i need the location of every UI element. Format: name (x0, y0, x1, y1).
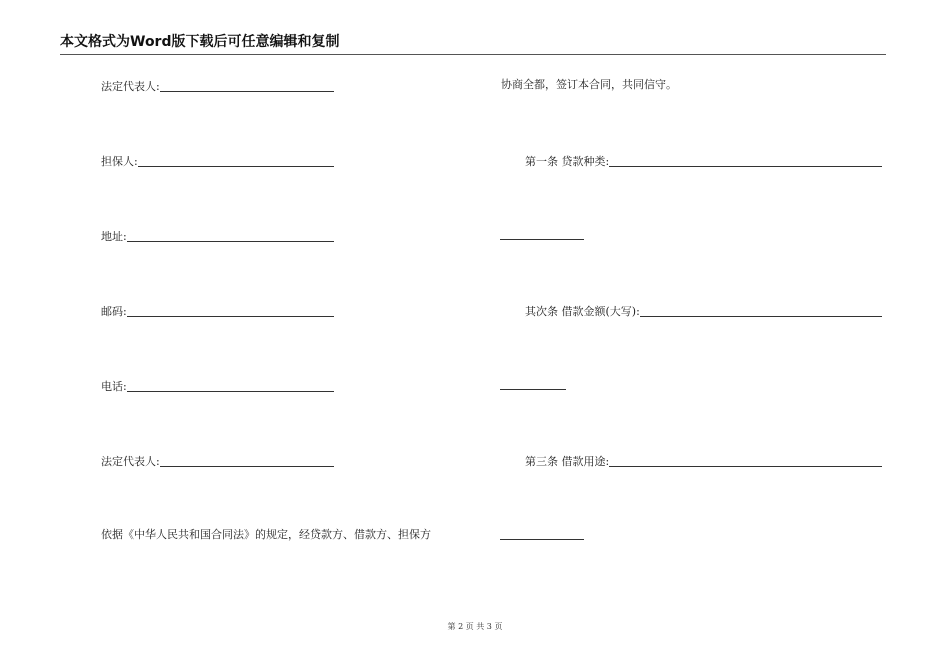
clause-loan-purpose-blank (609, 465, 882, 467)
clause-loan-purpose-label: 第三条 借款用途: (525, 455, 610, 468)
guarantor-legal-representative-field (101, 453, 334, 469)
page-number: 第 2 页 共 3 页 (447, 622, 503, 631)
clause-loan-type-blank (609, 165, 882, 167)
guarantor-label: 担保人: (101, 155, 138, 168)
guarantor-field (101, 153, 334, 169)
clause-loan-type-field (525, 153, 882, 169)
agreement-text: 协商全都，签订本合同，共同信守。 (501, 78, 677, 91)
phone-blank (127, 390, 334, 392)
postcode-field (101, 303, 334, 319)
clause-loan-purpose-continuation-blank (500, 538, 584, 540)
postcode-blank (127, 315, 334, 317)
guarantor-blank (138, 165, 334, 167)
guarantor-legal-representative-label: 法定代表人: (101, 455, 160, 468)
address-blank (127, 240, 334, 242)
legal-representative-field (101, 78, 334, 94)
clause-loan-amount-continuation-blank (500, 388, 566, 390)
header-title: 本文格式为Word版下载后可任意编辑和复制 (60, 34, 340, 50)
clause-loan-type-continuation-blank (500, 238, 584, 240)
guarantor-legal-representative-blank (160, 465, 334, 467)
page-header (60, 33, 886, 55)
clause-loan-amount-field (525, 303, 882, 319)
address-label: 地址: (101, 230, 127, 243)
postcode-label: 邮码: (101, 305, 127, 318)
phone-field (101, 378, 334, 394)
legal-representative-blank (160, 90, 334, 92)
clause-loan-purpose-field (525, 453, 882, 469)
address-field (101, 228, 334, 244)
clause-loan-amount-blank (640, 315, 882, 317)
phone-label: 电话: (101, 380, 127, 393)
legal-representative-label: 法定代表人: (101, 80, 160, 93)
clause-loan-amount-label: 其次条 借款金额(大写): (525, 305, 640, 318)
clause-loan-type-label: 第一条 贷款种类: (525, 155, 610, 168)
contract-basis-text: 依据《中华人民共和国合同法》的规定，经贷款方、借款方、担保方 (101, 528, 431, 541)
